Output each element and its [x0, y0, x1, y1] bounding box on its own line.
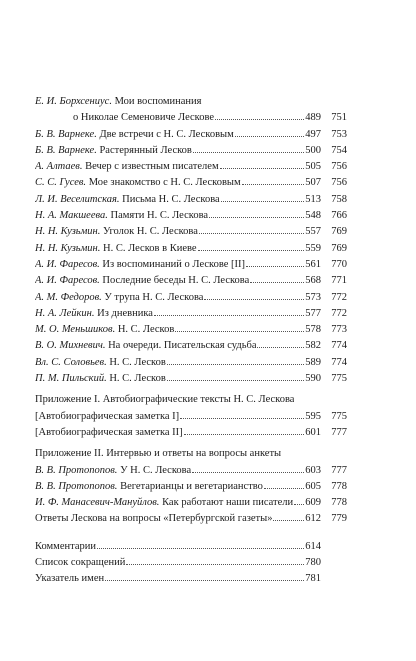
toc-entry	[35, 274, 347, 290]
leader-dots	[184, 434, 305, 435]
toc-author: А. И. Фаресов.	[35, 258, 100, 270]
comment-page-number: 772	[331, 307, 347, 319]
toc-entry	[35, 496, 347, 512]
toc-entry	[35, 540, 347, 556]
text-page-number: 557	[305, 226, 321, 238]
toc-title: Н. С. Лесков	[115, 324, 175, 336]
toc-title: На очереди. Писательская судьба	[105, 340, 257, 352]
toc-author: Б. В. Варнеке.	[35, 128, 97, 140]
toc-author: П. М. Пильский.	[35, 373, 107, 385]
comment-page-number: 775	[331, 410, 347, 422]
toc-author: Н. Н. Кузьмин.	[35, 242, 101, 254]
toc-author: Н. А. Макшеева.	[35, 210, 108, 222]
comment-page-number: 774	[331, 356, 347, 368]
text-page-number: 609	[305, 497, 321, 509]
comment-page-number: 758	[331, 193, 347, 205]
leader-dots	[198, 250, 305, 251]
text-page-number: 595	[305, 410, 321, 422]
text-page-number: 559	[305, 242, 321, 254]
leader-dots	[193, 152, 304, 153]
toc-title: о Николае Семеновиче Лескове	[73, 112, 215, 124]
toc-entry	[35, 307, 347, 323]
toc-entry	[35, 356, 347, 372]
toc-author: А. И. Фаресов.	[35, 275, 100, 287]
leader-dots	[221, 201, 305, 202]
toc-entry	[35, 144, 347, 160]
comment-page-number: 751	[331, 112, 347, 124]
toc-author: Л. И. Веселитская.	[35, 193, 120, 205]
toc-title: Указатель имен	[35, 573, 105, 585]
toc-entry	[35, 372, 347, 388]
text-page-number: 513	[305, 193, 321, 205]
toc-entry	[35, 556, 347, 572]
leader-dots	[235, 136, 305, 137]
toc-title: [Автобиографическая заметка I]	[35, 410, 180, 422]
toc-entry	[35, 160, 347, 176]
leader-dots	[257, 347, 304, 348]
toc-author: Вл. С. Соловьев.	[35, 356, 107, 368]
comment-page-number: 771	[331, 275, 347, 287]
text-page-number: 612	[305, 513, 321, 525]
comment-page-number: 775	[331, 373, 347, 385]
appendix-2-section	[35, 447, 347, 528]
toc-title: Вечер с известным писателем	[82, 161, 219, 173]
toc-entry	[35, 572, 347, 588]
comment-page-number: 779	[331, 513, 347, 525]
leader-dots	[209, 217, 304, 218]
comment-page-number: 772	[331, 291, 347, 303]
leader-dots	[167, 380, 304, 381]
text-page-number: 603	[305, 464, 321, 476]
toc-entry	[35, 464, 347, 480]
toc-author: А. Алтаев.	[35, 161, 83, 173]
comment-page-number: 756	[331, 161, 347, 173]
backmatter-section	[35, 534, 347, 589]
text-page-number: 568	[305, 275, 321, 287]
toc-entry	[35, 258, 347, 274]
page-number: 780	[305, 557, 321, 569]
toc-author: А. М. Федоров.	[35, 291, 102, 303]
toc-title: Мое знакомство с Н. С. Лесковым	[86, 177, 241, 189]
comment-page-number: 778	[331, 480, 347, 492]
appendix-1-section	[35, 393, 347, 442]
toc-entry	[35, 111, 347, 127]
text-page-number: 582	[305, 340, 321, 352]
comment-page-number: 753	[331, 128, 347, 140]
text-page-number: 548	[305, 210, 321, 222]
leader-dots	[273, 520, 304, 521]
leader-dots	[192, 472, 304, 473]
leader-dots	[204, 299, 304, 300]
text-page-number: 561	[305, 258, 321, 270]
text-page-number: 573	[305, 291, 321, 303]
toc-title: У трупа Н. С. Лескова	[101, 291, 204, 303]
toc-entry	[35, 339, 347, 355]
toc-title: Из воспоминаний о Лескове [II]	[99, 258, 246, 270]
toc-entry	[35, 480, 347, 496]
toc-title: Мои воспоминания	[111, 96, 202, 107]
text-page-number: 578	[305, 324, 321, 336]
toc-title: Из дневника	[94, 307, 153, 319]
toc-title: Памяти Н. С. Лескова	[107, 210, 209, 222]
toc-entry	[35, 95, 347, 111]
leader-dots	[167, 364, 304, 365]
toc-author: В. В. Протопопов.	[35, 480, 118, 492]
toc-entry	[35, 128, 347, 144]
leader-dots	[264, 488, 304, 489]
toc-author: Н. Н. Кузьмин.	[35, 226, 101, 238]
text-page-number: 577	[305, 307, 321, 319]
toc-entry	[35, 176, 347, 192]
table-of-contents	[35, 95, 347, 589]
leader-dots	[126, 564, 304, 565]
toc-title: Растерянный Лесков	[96, 144, 192, 156]
toc-title: Письма Н. С. Лескова	[119, 193, 220, 205]
text-page-number: 590	[305, 373, 321, 385]
leader-dots	[175, 331, 304, 332]
toc-entry	[35, 242, 347, 258]
comment-page-number: 754	[331, 144, 347, 156]
toc-author: Н. А. Лейкин.	[35, 307, 95, 319]
toc-title: Комментарии	[35, 540, 96, 552]
toc-author: Б. В. Варнеке.	[35, 144, 97, 156]
comment-page-number: 769	[331, 226, 347, 238]
toc-title: [Автобиографическая заметка II]	[35, 426, 183, 438]
toc-entry	[35, 209, 347, 225]
text-page-number: 601	[305, 426, 321, 438]
toc-title: Вегетарианцы и вегетарианство	[117, 480, 263, 492]
comment-page-number: 769	[331, 242, 347, 254]
page-number: 614	[305, 540, 321, 552]
leader-dots	[154, 315, 304, 316]
toc-entry	[35, 410, 347, 426]
comment-page-number: 777	[331, 426, 347, 438]
toc-title: Н. С. Лесков	[106, 356, 166, 368]
comment-page-number: 774	[331, 340, 347, 352]
toc-author: В. В. Протопопов.	[35, 464, 118, 476]
toc-entry	[35, 193, 347, 209]
leader-dots	[199, 233, 304, 234]
leader-dots	[220, 168, 305, 169]
text-page-number: 497	[305, 128, 321, 140]
toc-entry	[35, 225, 347, 241]
leader-dots	[105, 580, 304, 581]
page-number: 781	[305, 573, 321, 585]
comment-page-number: 778	[331, 497, 347, 509]
comment-page-number: 777	[331, 464, 347, 476]
toc-title: Список сокращений	[35, 557, 126, 569]
toc-entry	[35, 426, 347, 442]
section-heading: Приложение II. Интервью и ответы на вопросы анкеты	[35, 448, 282, 460]
comment-page-number: 766	[331, 210, 347, 222]
comment-page-number: 773	[331, 324, 347, 336]
text-page-number: 489	[305, 112, 321, 124]
toc-title: Две встречи с Н. С. Лесковым	[96, 128, 234, 140]
toc-title: Н. С. Лесков в Киеве	[100, 242, 197, 254]
toc-author: В. О. Михневич.	[35, 340, 106, 352]
toc-entry	[35, 512, 347, 528]
leader-dots	[294, 504, 304, 505]
leader-dots	[250, 282, 304, 283]
toc-author: И. Ф. Манасевич-Мануйлов.	[35, 497, 160, 509]
toc-entry	[35, 291, 347, 307]
leader-dots	[215, 119, 304, 120]
toc-title: Последние беседы Н. С. Лескова	[99, 275, 250, 287]
toc-author: М. О. Меньшиков.	[35, 324, 116, 336]
toc-title: У Н. С. Лескова	[117, 464, 192, 476]
leader-dots	[246, 266, 304, 267]
leader-dots	[242, 184, 305, 185]
text-page-number: 589	[305, 356, 321, 368]
text-page-number: 605	[305, 480, 321, 492]
section-heading: Приложение I. Автобиографические тексты Н. С. Лескова	[35, 394, 295, 406]
toc-title: Ответы Лескова на вопросы «Петербургской газеты»	[35, 513, 273, 525]
toc-title: Как работают наши писатели	[159, 497, 294, 509]
toc-entry	[35, 323, 347, 339]
text-page-number: 500	[305, 144, 321, 156]
toc-author: Е. И. Борхсениус.	[35, 96, 112, 107]
leader-dots	[97, 548, 304, 549]
toc-author: С. С. Гусев.	[35, 177, 87, 189]
leader-dots	[180, 418, 304, 419]
toc-title: Уголок Н. С. Лескова	[100, 226, 198, 238]
comment-page-number: 756	[331, 177, 347, 189]
text-page-number: 507	[305, 177, 321, 189]
comment-page-number: 770	[331, 258, 347, 270]
text-page-number: 505	[305, 161, 321, 173]
toc-title: Н. С. Лесков	[106, 373, 166, 385]
